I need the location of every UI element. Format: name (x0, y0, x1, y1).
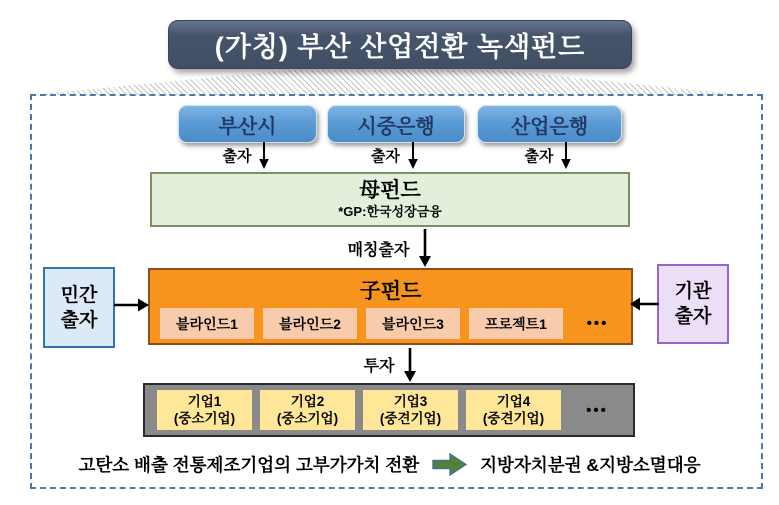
private-investor-box (43, 267, 115, 348)
private-investor-label: 민간 (60, 284, 98, 306)
company-box (363, 390, 458, 430)
caption-arrow-icon (432, 452, 467, 477)
institution-investor-label: 출자 (674, 306, 712, 327)
portfolio-box (143, 383, 635, 437)
caption-left-text: 고탄소 배출 전통제조기업의 고부가가치 전환 (78, 454, 420, 475)
caption-right-text: 지방자치분권 &지방소멸대응 (480, 454, 701, 475)
investor-label: 부산시 (218, 115, 277, 138)
hatch-connector (30, 70, 745, 95)
company-box (466, 390, 561, 430)
down-arrow-icon (560, 141, 572, 169)
company-row (157, 390, 625, 430)
down-arrow-icon (418, 229, 432, 267)
company-category: (중견기업) (379, 411, 442, 426)
caption-row (0, 448, 779, 480)
page-title: (가칭) 부산 산업전환 녹색펀드 (214, 32, 586, 62)
company-name: 기업1 (187, 394, 222, 409)
contribution-flow-1 (178, 140, 315, 170)
child-fund-title: 子펀드 (359, 280, 422, 303)
invest-flow (148, 347, 633, 382)
contribution-flow-3 (477, 140, 620, 170)
sub-fund-box: 프로젝트1 (469, 308, 563, 339)
company-box (157, 390, 252, 430)
matching-label: 매칭출자 (347, 241, 410, 259)
down-arrow-icon (407, 141, 419, 169)
contribution-flow-2 (327, 140, 463, 170)
contribution-label: 출자 (222, 147, 252, 165)
company-category: (중소기업) (173, 411, 236, 426)
contribution-label: 출자 (524, 147, 554, 165)
mother-fund-title: 母펀드 (359, 179, 421, 202)
company-name: 기업2 (290, 394, 325, 409)
sub-fund-box: 블라인드3 (366, 308, 460, 339)
investor-label: 시중은행 (357, 115, 435, 138)
matching-flow (150, 228, 630, 268)
institution-investor-label: 기관 (674, 281, 712, 302)
down-arrow-icon (258, 141, 270, 169)
company-category: (중견기업) (482, 411, 545, 426)
investor-box-commercial-bank (327, 105, 465, 143)
private-investor-label: 출자 (60, 309, 98, 331)
investor-box-industrial-bank (477, 105, 622, 143)
company-name: 기업3 (393, 394, 428, 409)
institution-investor-box (657, 264, 729, 344)
company-box (260, 390, 355, 430)
contribution-label: 출자 (371, 147, 400, 165)
sub-fund-box: 블라인드2 (263, 308, 357, 339)
company-name: 기업4 (496, 394, 531, 409)
sub-fund-row (160, 308, 623, 339)
right-arrow-icon (114, 297, 149, 313)
title-banner (168, 20, 632, 69)
portfolio-ellipsis: ••• (586, 401, 608, 419)
mother-fund-box (150, 172, 630, 227)
company-category: (중소기업) (276, 411, 339, 426)
left-arrow-icon (630, 296, 659, 312)
child-fund-box (148, 268, 633, 345)
down-arrow-icon (403, 348, 417, 382)
invest-label: 투자 (363, 358, 395, 375)
investor-box-busan-city (178, 105, 317, 143)
child-fund-ellipsis: ••• (586, 315, 609, 332)
sub-fund-box: 블라인드1 (160, 308, 254, 339)
mother-fund-gp-note: *GP:한국성장금융 (338, 204, 442, 219)
investor-label: 산업은행 (510, 115, 589, 138)
